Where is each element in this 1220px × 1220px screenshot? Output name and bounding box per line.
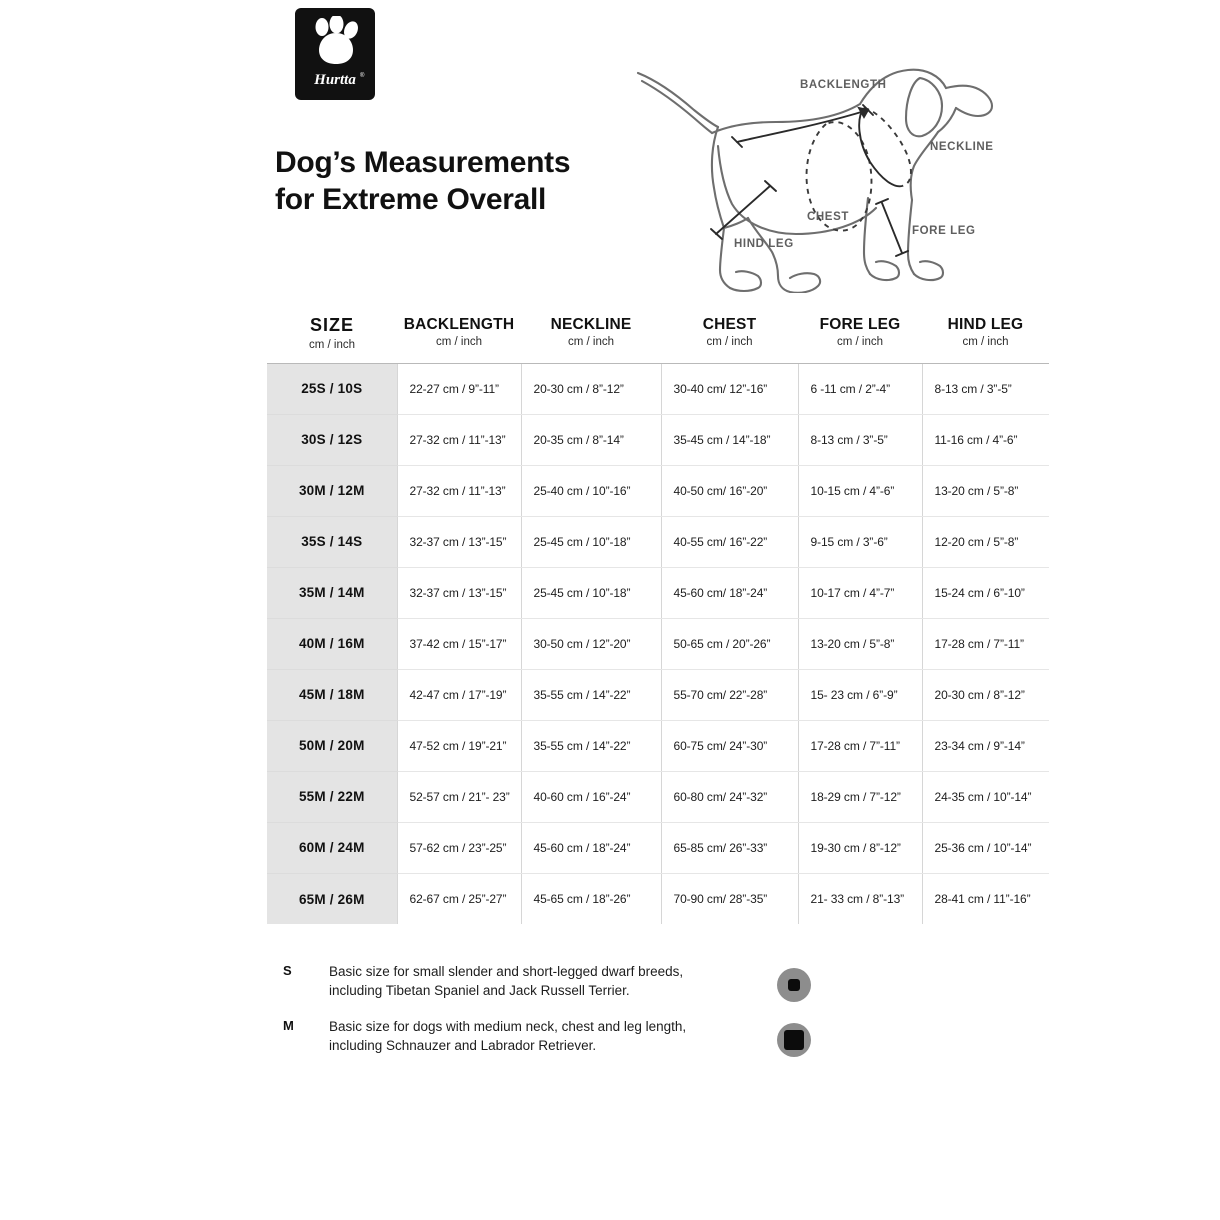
label-hind-leg: HIND LEG [734, 238, 794, 250]
fore-leg-arrow [876, 199, 908, 256]
table-cell-hind-leg: 24-35 cm / 10”-14” [922, 771, 1049, 822]
table-cell-hind-leg: 11-16 cm / 4”-6” [922, 414, 1049, 465]
table-cell-neckline: 20-35 cm / 8”-14” [521, 414, 661, 465]
table-cell-chest: 40-55 cm/ 16”-22” [661, 516, 798, 567]
column-header-fore-leg-unit: cm / inch [836, 336, 883, 349]
page-title-line-2: for Extreme Overall [275, 182, 547, 216]
table-cell-backlength: 47-52 cm / 19”-21” [397, 720, 521, 771]
legend-key-m: M [283, 1018, 294, 1034]
legend-text-m-line-2: including Schnauzer and Labrador Retriever. [329, 1038, 597, 1054]
table-cell-size: 35S / 14S [267, 516, 397, 567]
table-cell-neckline: 45-65 cm / 18”-26” [521, 873, 661, 924]
table-cell-backlength: 32-37 cm / 13”-15” [397, 567, 521, 618]
table-cell-neckline: 25-40 cm / 10”-16” [521, 465, 661, 516]
table-cell-fore-leg: 17-28 cm / 7”-11” [798, 720, 922, 771]
table-cell-backlength: 32-37 cm / 13”-15” [397, 516, 521, 567]
table-cell-hind-leg: 13-20 cm / 5”-8” [922, 465, 1049, 516]
table-row [267, 516, 1049, 567]
size-chart-table [267, 312, 1049, 924]
table-cell-fore-leg: 9-15 cm / 3”-6” [798, 516, 922, 567]
table-row [267, 465, 1049, 516]
table-cell-hind-leg: 12-20 cm / 5”-8” [922, 516, 1049, 567]
table-cell-hind-leg: 28-41 cm / 11”-16” [934, 892, 1031, 907]
column-header-chest [661, 312, 798, 363]
table-cell-fore-leg: 8-13 cm / 3”-5” [798, 414, 922, 465]
table-cell-size: 65M / 26M [267, 873, 397, 924]
table-cell-size: 35M / 14M [267, 567, 397, 618]
column-header-hind-leg-unit: cm / inch [962, 336, 1009, 349]
table-cell-chest: 40-50 cm/ 16”-20” [661, 465, 798, 516]
column-header-neckline [521, 312, 661, 363]
table-cell-hind-leg: 15-24 cm / 6”-10” [922, 567, 1049, 618]
table-cell-backlength: 27-32 cm / 11”-13” [397, 465, 521, 516]
table-cell-size: 45M / 18M [267, 669, 397, 720]
table-cell-size: 50M / 20M [267, 720, 397, 771]
marker-dot [788, 979, 800, 991]
table-cell-neckline: 30-50 cm / 12”-20” [521, 618, 661, 669]
brand-wordmark [305, 69, 365, 89]
legend-text-s-line-2: including Tibetan Spaniel and Jack Russell Terrier. [329, 983, 630, 999]
column-header-backlength [397, 312, 521, 363]
table-row [267, 618, 1049, 669]
legend-key-s: S [283, 963, 292, 978]
label-backlength: BACKLENGTH [800, 79, 887, 91]
table-cell-hind-leg: 25-36 cm / 10”-14” [922, 822, 1049, 873]
column-header-neckline-unit: cm / inch [567, 336, 614, 349]
table-cell-fore-leg: 13-20 cm / 5”-8” [798, 618, 922, 669]
table-cell-chest: 70-90 cm/ 28”-35” [661, 873, 798, 924]
label-chest: CHEST [807, 211, 849, 223]
table-cell-chest: 50-65 cm / 20”-26” [661, 618, 798, 669]
column-header-hind-leg [922, 312, 1049, 363]
column-header-size-unit: cm / inch [308, 338, 355, 351]
table-cell-backlength: 27-32 cm / 11”-13” [397, 414, 521, 465]
table-cell-size: 55M / 22M [267, 771, 397, 822]
table-cell-size: 30S / 12S [267, 414, 397, 465]
table-cell-fore-leg: 21- 33 cm / 8”-13” [798, 873, 922, 924]
marker-dot [784, 1030, 804, 1050]
table-cell-fore-leg: 6 -11 cm / 2”-4” [798, 363, 922, 414]
table-cell-hind-leg: 17-28 cm / 7”-11” [922, 618, 1049, 669]
table-cell-chest: 30-40 cm/ 12”-16” [661, 363, 798, 414]
column-header-fore-leg-label: FORE LEG [819, 316, 901, 333]
table-row [267, 567, 1049, 618]
column-header-chest-label: CHEST [702, 316, 757, 333]
table-cell-chest: 60-75 cm/ 24”-30” [661, 720, 798, 771]
table-cell-backlength: 57-62 cm / 23”-25” [397, 822, 521, 873]
legend-text-s [329, 962, 779, 1000]
column-header-backlength-unit: cm / inch [435, 336, 482, 349]
paw-print-icon [309, 16, 361, 66]
table-row [267, 771, 1049, 822]
table-cell-hind-leg: 23-34 cm / 9”-14” [922, 720, 1049, 771]
table-cell-neckline: 40-60 cm / 16”-24” [521, 771, 661, 822]
table-cell-neckline: 35-55 cm / 14”-22” [521, 669, 661, 720]
large-dot-marker-icon [777, 1023, 811, 1057]
label-fore-leg: FORE LEG [912, 225, 976, 237]
table-cell-backlength: 52-57 cm / 21”- 23” [397, 771, 521, 822]
table-cell-hind-leg: 20-30 cm / 8”-12” [922, 669, 1049, 720]
table-cell-fore-leg: 15- 23 cm / 6”-9” [798, 669, 922, 720]
table-header [267, 312, 1049, 363]
table-cell-backlength: 22-27 cm / 9”-11” [397, 363, 521, 414]
table-cell-backlength: 37-42 cm / 15”-17” [397, 618, 521, 669]
table-cell-size: 60M / 24M [267, 822, 397, 873]
table-cell-neckline: 45-60 cm / 18”-24” [521, 822, 661, 873]
table-row [267, 363, 1049, 414]
table-cell-backlength: 62-67 cm / 25”-27” [397, 873, 521, 924]
table-cell-chest: 55-70 cm/ 22”-28” [661, 669, 798, 720]
size-chart-table-wrapper [267, 312, 1049, 924]
backlength-arrow [732, 105, 873, 147]
size-legend [283, 962, 1043, 1073]
table-row [267, 822, 1049, 873]
table-cell-size: 30M / 12M [267, 465, 397, 516]
table-body [267, 363, 1049, 924]
table-cell-fore-leg: 19-30 cm / 8”-12” [798, 822, 922, 873]
column-header-hind-leg-label: HIND LEG [947, 316, 1024, 333]
column-header-backlength-label: BACKLENGTH [403, 316, 515, 333]
svg-text:Hurtta: Hurtta [314, 72, 356, 88]
column-header-size [267, 312, 397, 363]
table-cell-fore-leg: 10-17 cm / 4”-7” [798, 567, 922, 618]
legend-text-m-line-1: Basic size for dogs with medium neck, chest and leg length, [329, 1019, 687, 1035]
column-header-size-label: SIZE [309, 315, 354, 335]
table-cell-hind-leg: 8-13 cm / 3”-5” [922, 363, 1049, 414]
table-cell-neckline: 25-45 cm / 10”-18” [521, 516, 661, 567]
table-header-row [267, 312, 1049, 363]
table-row [267, 669, 1049, 720]
legend-text-m [329, 1017, 779, 1055]
table-row [267, 414, 1049, 465]
table-cell-backlength: 42-47 cm / 17”-19” [397, 669, 521, 720]
table-cell-chest: 60-80 cm/ 24”-32” [661, 771, 798, 822]
neckline-girth-dashed [864, 108, 911, 186]
label-neckline: NECKLINE [930, 141, 994, 153]
legend-text-s-line-1: Basic size for small slender and short-legged dwarf breeds, [329, 964, 684, 979]
table-cell-chest: 65-85 cm/ 26”-33” [661, 822, 798, 873]
table-cell-chest: 35-45 cm / 14”-18” [661, 414, 798, 465]
page-title-line-1: Dog’s Measurements [275, 146, 571, 179]
legend-item-m [283, 1017, 1043, 1055]
table-cell-neckline: 25-45 cm / 10”-18” [521, 567, 661, 618]
table-cell-neckline: 35-55 cm / 14”-22” [521, 720, 661, 771]
table-cell-size: 25S / 10S [267, 363, 397, 414]
column-header-neckline-label: NECKLINE [550, 316, 632, 333]
dog-measurement-diagram [620, 48, 1020, 293]
table-cell-size: 40M / 16M [267, 618, 397, 669]
table-cell-neckline: 20-30 cm / 8”-12” [521, 363, 661, 414]
neckline-girth-solid [859, 108, 902, 186]
small-dot-marker-icon [777, 968, 811, 1002]
svg-text:®: ® [360, 73, 365, 79]
brand-logo [295, 8, 375, 100]
legend-item-s [283, 962, 1043, 1000]
table-row [267, 720, 1049, 771]
table-cell-fore-leg: 10-15 cm / 4”-6” [798, 465, 922, 516]
table-row [267, 873, 1049, 924]
column-header-fore-leg [798, 312, 922, 363]
table-cell-fore-leg: 18-29 cm / 7”-12” [798, 771, 922, 822]
table-cell-chest: 45-60 cm/ 18”-24” [661, 567, 798, 618]
column-header-chest-unit: cm / inch [706, 336, 753, 349]
